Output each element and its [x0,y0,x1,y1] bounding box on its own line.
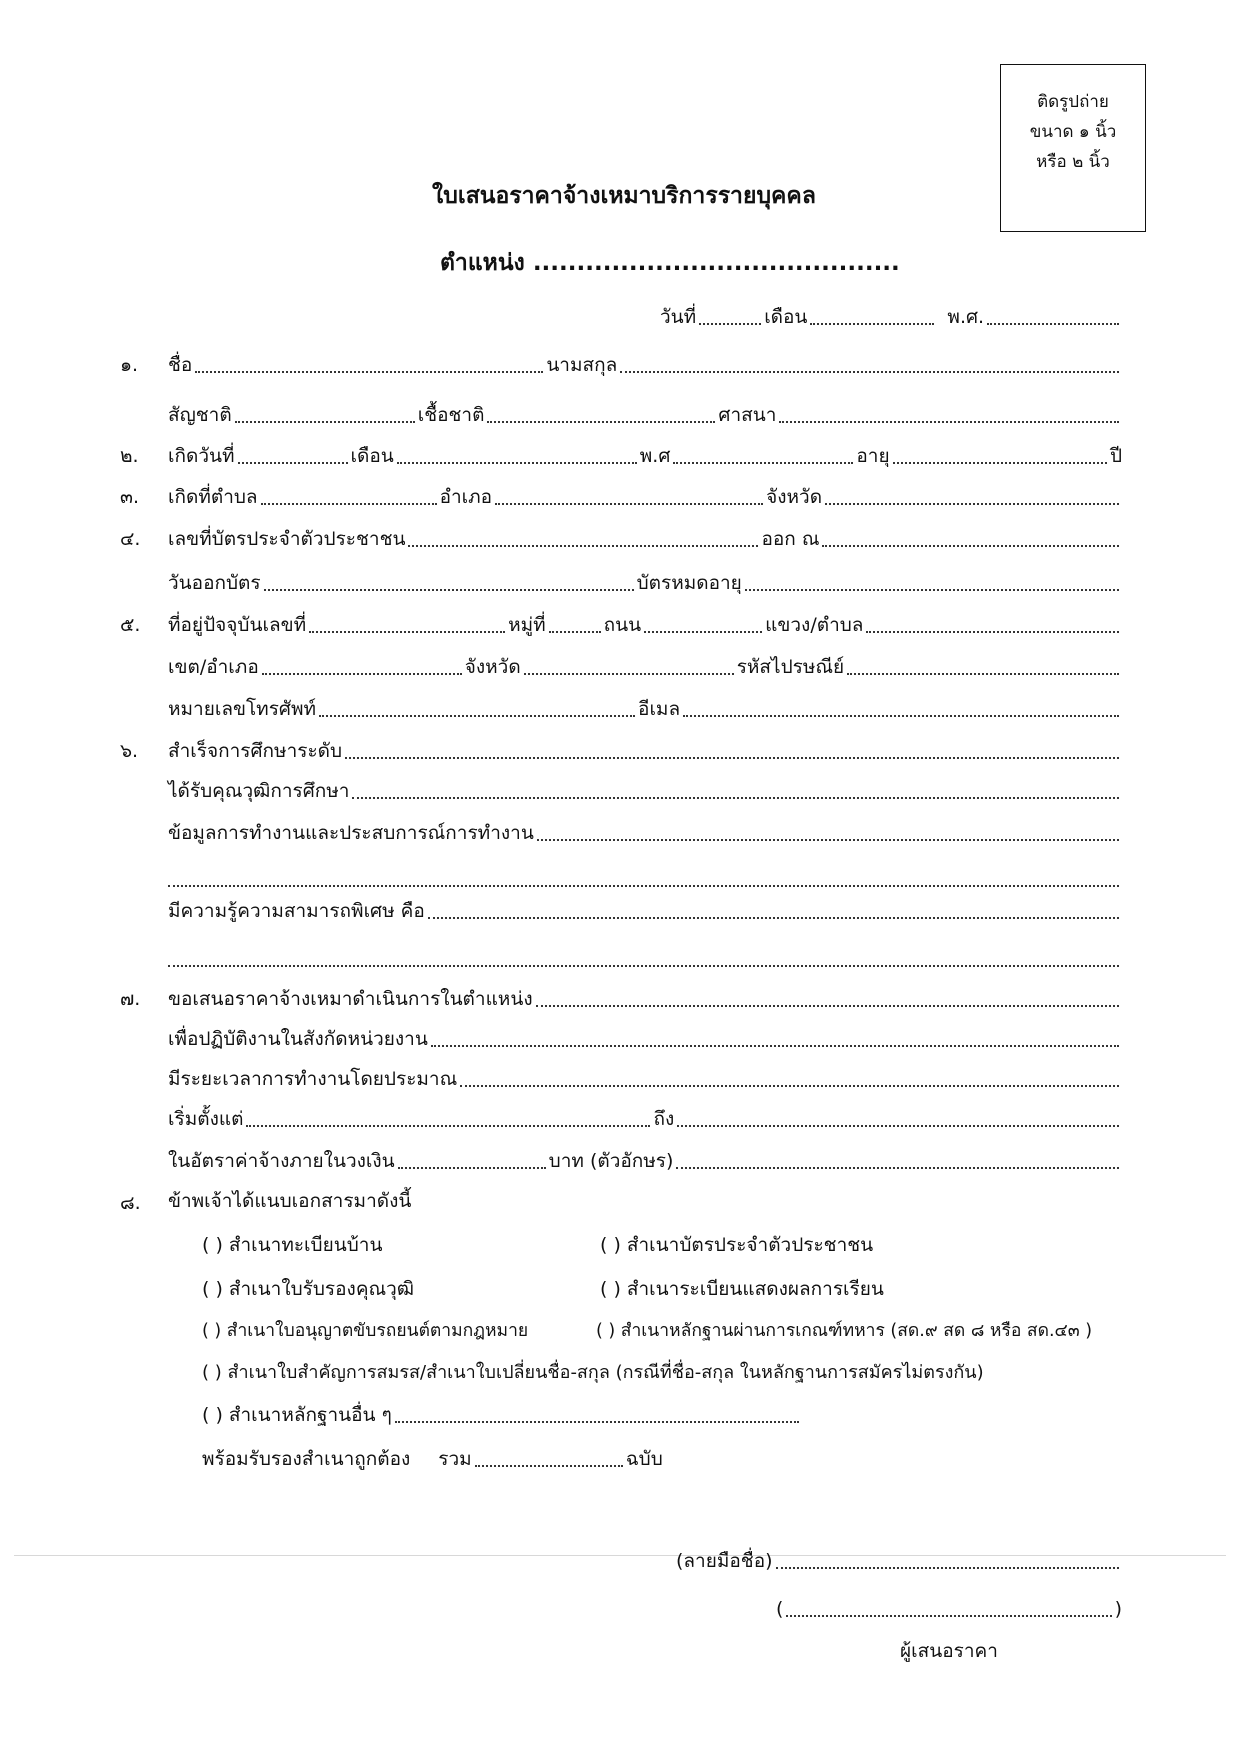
email-field[interactable] [683,714,1119,717]
offer-row [168,984,1122,1012]
checkbox-transcript[interactable]: ( ) สำเนาระเบียนแสดงผลการเรียน [600,1278,884,1300]
date-month-label: เดือน [764,306,808,328]
born-year-label: พ.ศ [639,445,671,467]
checkbox-house-registration[interactable]: ( ) สำเนาทะเบียนบ้าน [202,1234,383,1256]
position-line [440,245,900,281]
to-label: ถึง [653,1108,675,1130]
start-label: เริ่มตั้งแต่ [168,1108,244,1130]
id-card-row [168,524,1122,552]
phone-label: หมายเลขโทรศัพท์ [168,698,317,720]
birth-province-field[interactable] [825,502,1119,505]
copies-label: ฉบับ [625,1448,663,1470]
expiry-label: บัตรหมดอายุ [636,572,742,594]
section-number: ๓. [120,486,140,508]
phone-field[interactable] [319,714,635,717]
period-row [168,1104,1122,1132]
birth-province-label: จังหวัด [766,486,823,508]
address-no-label: ที่อยู่ปัจจุบันเลขที่ [168,614,307,636]
issued-at-field[interactable] [822,544,1119,547]
nationality-label: สัญชาติ [168,404,232,426]
skills-field[interactable] [428,916,1119,919]
born-day-label: เกิดวันที่ [168,445,235,467]
checkbox-id-card[interactable]: ( ) สำเนาบัตรประจำตัวประชาชน [600,1234,874,1256]
rate-field[interactable] [398,1166,546,1169]
degree-label: ได้รับคุณวุฒิการศึกษา [168,780,350,802]
date-year-label: พ.ศ. [947,306,985,328]
photo-placeholder-box [1000,64,1146,232]
baht-text-field[interactable] [676,1166,1119,1169]
born-year-field[interactable] [673,461,853,464]
page-title: ใบเสนอราคาจ้างเหมาบริการรายบุคคล [432,183,816,209]
printed-name-field[interactable] [786,1614,1111,1617]
date-day-field[interactable] [699,322,761,325]
checkbox-driving-license[interactable]: ( ) สำเนาใบอนุญาตขับรถยนต์ตามกฎหมาย [202,1321,529,1341]
offer-label: ขอเสนอราคาจ้างเหมาดำเนินการในตำแหน่ง [168,988,533,1010]
subdistrict-label: แขวง/ตำบล [765,614,864,636]
bidder-role-label: ผู้เสนอราคา [900,1640,998,1662]
birth-date-row [168,441,1122,469]
email-label: อีเมล [638,698,681,720]
work-row-continued [168,864,1122,892]
issued-at-label: ออก ณ [761,528,820,550]
copies-count-field[interactable] [475,1464,623,1467]
postcode-field[interactable] [847,672,1119,675]
date-row [660,302,1122,330]
unit-field[interactable] [431,1044,1119,1047]
signature-row [676,1546,1122,1574]
unit-label: เพื่อปฏิบัติงานในสังกัดหน่วยงาน [168,1028,428,1050]
photo-box-line: ติดรูปถ่าย [1037,92,1109,112]
religion-field[interactable] [779,420,1119,423]
name-label: ชื่อ [168,354,193,376]
skills-row [168,896,1122,924]
signature-label: (ลายมือชื่อ) [676,1550,773,1572]
start-field[interactable] [246,1124,650,1127]
offer-field[interactable] [536,1004,1119,1007]
other-documents-field[interactable] [395,1420,799,1423]
rate-row [168,1146,1122,1174]
degree-field[interactable] [352,796,1119,799]
certify-label: พร้อมรับรองสำเนาถูกต้อง [202,1448,411,1470]
section-number: ๑. [120,354,139,376]
id-number-field[interactable] [408,544,758,547]
position-label: ตำแหน่ง [440,250,525,276]
work-row [168,818,1122,846]
attachments-heading: ข้าพเจ้าได้แนบเอกสารมาดังนี้ [168,1190,412,1212]
road-field[interactable] [644,630,762,633]
subdistrict-field[interactable] [866,630,1119,633]
checkbox-other[interactable]: ( ) สำเนาหลักฐานอื่น ๆ [202,1404,392,1426]
work-field-continued[interactable] [168,884,1119,887]
skills-field-continued[interactable] [168,964,1119,967]
province-field[interactable] [524,672,734,675]
signature-field[interactable] [776,1566,1119,1569]
id-dates-row [168,568,1122,596]
section-number: ๕. [120,614,141,636]
born-day-field[interactable] [238,461,348,464]
name-row [168,350,1122,378]
position-dots: .......................................... [532,250,900,276]
birth-subdistrict-label: เกิดที่ตำบล [168,486,258,508]
certify-row [202,1444,702,1472]
unit-row [168,1024,1122,1052]
date-year-field[interactable] [987,322,1119,325]
nationality-field[interactable] [235,420,415,423]
moo-field[interactable] [549,630,601,633]
printed-name-close: ) [1114,1598,1122,1620]
surname-field[interactable] [620,370,1119,373]
section-number: ๘. [120,1192,141,1214]
date-month-field[interactable] [810,322,934,325]
checkbox-military[interactable]: ( ) สำเนาหลักฐานผ่านการเกณฑ์ทหาร (สด.๙ สด ๘ หรือ สด.๔๓ ) [596,1321,1093,1341]
nationality-row [168,400,1122,428]
address-row [168,610,1122,638]
address-no-field[interactable] [309,630,505,633]
section-number: ๔. [120,528,141,550]
printed-name-row [776,1594,1122,1622]
skills-row-continued [168,944,1122,972]
duration-row [168,1064,1122,1092]
postcode-label: รหัสไปรษณีย์ [736,656,845,678]
photo-box-line: ขนาด ๑ นิ้ว [1029,122,1117,142]
issue-date-field[interactable] [264,588,634,591]
checkbox-qualification[interactable]: ( ) สำเนาใบรับรองคุณวุฒิ [202,1278,414,1300]
photo-box-line: หรือ ๒ นิ้ว [1036,152,1110,172]
district-row [168,652,1122,680]
moo-label: หมู่ที่ [508,614,546,636]
birth-district-label: อำเภอ [439,486,493,508]
road-label: ถนน [603,614,642,636]
contact-row [168,694,1122,722]
skills-label: มีความรู้ความสามารถพิเศษ คือ [168,900,425,922]
name-field[interactable] [195,370,543,373]
section-number: ๒. [120,445,139,467]
age-label: อายุ [856,445,890,467]
degree-row [168,776,1122,804]
district-field[interactable] [262,672,462,675]
section-number: ๗. [120,988,141,1010]
religion-label: ศาสนา [718,404,777,426]
duration-field[interactable] [460,1084,1119,1087]
date-day-label: วันที่ [660,306,697,328]
printed-name-open: ( [776,1598,784,1620]
province-label: จังหวัด [464,656,521,678]
education-row [168,736,1122,764]
rate-label: ในอัตราค่าจ้างภายในวงเงิน [168,1150,395,1172]
race-label: เชื้อชาติ [417,404,485,426]
baht-label: บาท (ตัวอักษร) [548,1150,674,1172]
checkbox-marriage-name-change[interactable]: ( ) สำเนาใบสำคัญการสมรส/สำเนาใบเปลี่ยนชื่อ-สกุล (กรณีที่ชื่อ-สกุล ในหลักฐานการสมัครไม่ตรงกัน) [202,1362,984,1383]
total-label: รวม [438,1448,472,1470]
education-label: สำเร็จการศึกษาระดับ [168,740,343,762]
birth-subdistrict-field[interactable] [261,502,437,505]
surname-label: นามสกุล [546,354,618,376]
age-field[interactable] [893,461,1107,464]
born-month-label: เดือน [350,445,394,467]
id-number-label: เลขที่บัตรประจำตัวประชาชน [168,528,406,550]
work-field[interactable] [537,838,1119,841]
expiry-field[interactable] [745,588,1119,591]
to-field[interactable] [677,1124,1119,1127]
age-unit: ปี [1109,445,1122,467]
issue-date-label: วันออกบัตร [168,572,261,594]
duration-label: มีระยะเวลาการทำงานโดยประมาณ [168,1068,458,1090]
birthplace-row [168,482,1122,510]
race-field[interactable] [487,420,715,423]
district-label: เขต/อำเภอ [168,656,259,678]
birth-district-field[interactable] [495,502,763,505]
born-month-field[interactable] [397,461,637,464]
education-field[interactable] [345,756,1119,759]
section-number: ๖. [120,740,139,762]
work-label: ข้อมูลการทำงานและประสบการณ์การทำงาน [168,822,534,844]
other-documents-row [202,1400,802,1428]
